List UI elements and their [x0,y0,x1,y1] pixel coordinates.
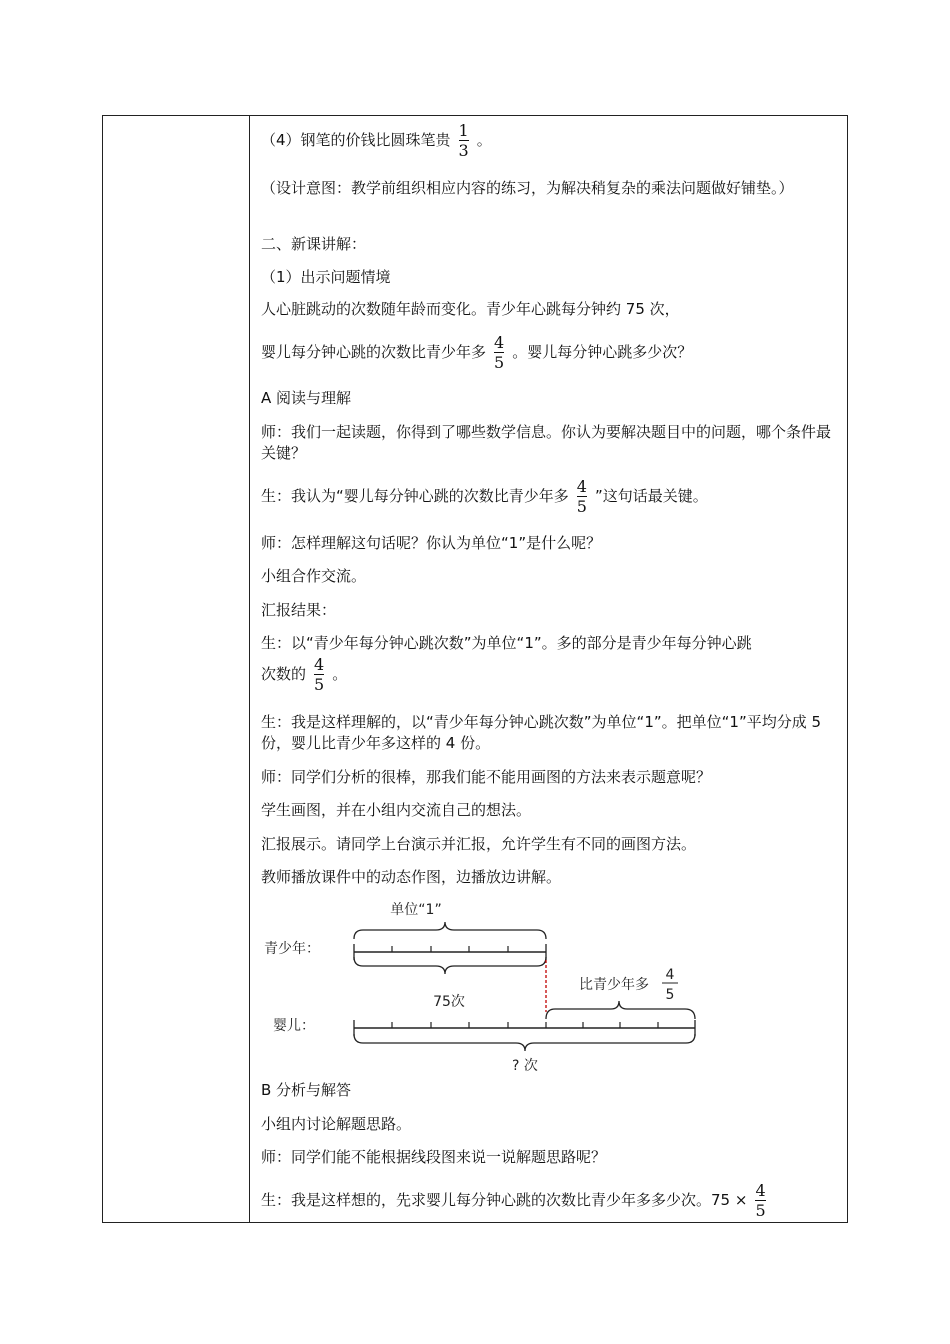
student-line-4: 生：我是这样想的，先求婴儿每分钟心跳的次数比青少年多多少次。75 × $\frac{4}{5}$ [261,1181,766,1220]
heading-b-analysis: B 分析与解答 [261,1081,352,1099]
heading-a-reading: A 阅读与理解 [261,389,352,407]
teen-count: 75次 [433,994,465,1010]
baby-segment [354,1020,695,1036]
teen-count-brace [354,957,546,974]
baby-label: 婴儿： [273,1018,315,1034]
subheading-problem: （1）出示问题情境 [261,268,391,286]
fraction-four-fifths: $\frac{4}{5}$ [494,333,505,372]
student-line-2: 生：以“青少年每分钟心跳次数”为单位“1”。多的部分是青少年每分钟心跳 [261,634,752,652]
line-segment-diagram [261,894,711,1074]
report-display: 汇报展示。请同学上台演示并汇报，允许学生有不同的画图方法。 [261,835,697,853]
teacher-animation: 教师播放课件中的动态作图，边播放边讲解。 [261,868,562,886]
fraction-four-fifths: $\frac{4}{5}$ [314,655,325,694]
teen-segment [354,944,546,960]
column-divider [249,116,250,1222]
report-results: 汇报结果： [261,601,337,619]
problem-text-1: 人心脏跳动的次数随年龄而变化。青少年心跳每分钟约 75 次， [261,300,680,318]
more-label: 比青少年多 [579,977,649,993]
more-fraction-num: 4 [665,967,675,983]
teacher-line-4: 师：同学们能不能根据线段图来说一说解题思路呢？ [261,1148,607,1166]
section-heading-new-lesson: 二、新课讲解： [261,235,367,253]
student-line-2b: 次数的 $\frac{4}{5}$ 。 [261,655,348,694]
unit-label: 单位“1” [390,902,442,918]
unit-brace [354,922,546,939]
teacher-line-1: 师：我们一起读题，你得到了哪些数学信息。你认为要解决题目中的问题，哪个条件最关键？ [261,423,832,462]
student-line-1: 生：我认为“婴儿每分钟心跳的次数比青少年多 $\frac{4}{5}$ ”这句话最关键。 [261,477,708,516]
teacher-line-2: 师：怎样理解这句话呢？你认为单位“1”是什么呢？ [261,534,602,552]
more-brace [546,1001,695,1019]
fraction-four-fifths: $\frac{4}{5}$ [576,477,587,516]
group-discussion: 小组合作交流。 [261,567,367,585]
fraction-four-fifths: $\frac{4}{5}$ [755,1181,766,1220]
student-drawing: 学生画图，并在小组内交流自己的想法。 [261,801,532,819]
problem-text-2: 婴儿每分钟心跳的次数比青少年多 $\frac{4}{5}$ 。婴儿每分钟心跳多少次？ [261,333,693,372]
design-intent: （设计意图：教学前组织相应内容的练习，为解决稍复杂的乘法问题做好铺垫。） [261,179,794,197]
baby-count-brace [354,1034,695,1051]
teen-label: 青少年： [264,941,320,957]
more-fraction-den: 5 [665,987,675,1003]
student-line-3: 生：我是这样理解的，以“青少年每分钟心跳次数”为单位“1”。把单位“1”平均分成 5 份，婴儿比青少年多这样的 4 份。 [261,713,822,752]
exercise-4: （4）钢笔的价钱比圆珠笔贵 $\frac{1}{3}$ 。 [261,121,492,160]
baby-count: ? 次 [512,1058,538,1074]
teacher-line-3: 师：同学们分析的很棒，那我们能不能用画图的方法来表示题意呢？ [261,768,712,786]
lesson-table [102,115,848,1223]
fraction-one-third: $\frac{1}{3}$ [458,121,469,160]
group-analysis: 小组内讨论解题思路。 [261,1115,412,1133]
